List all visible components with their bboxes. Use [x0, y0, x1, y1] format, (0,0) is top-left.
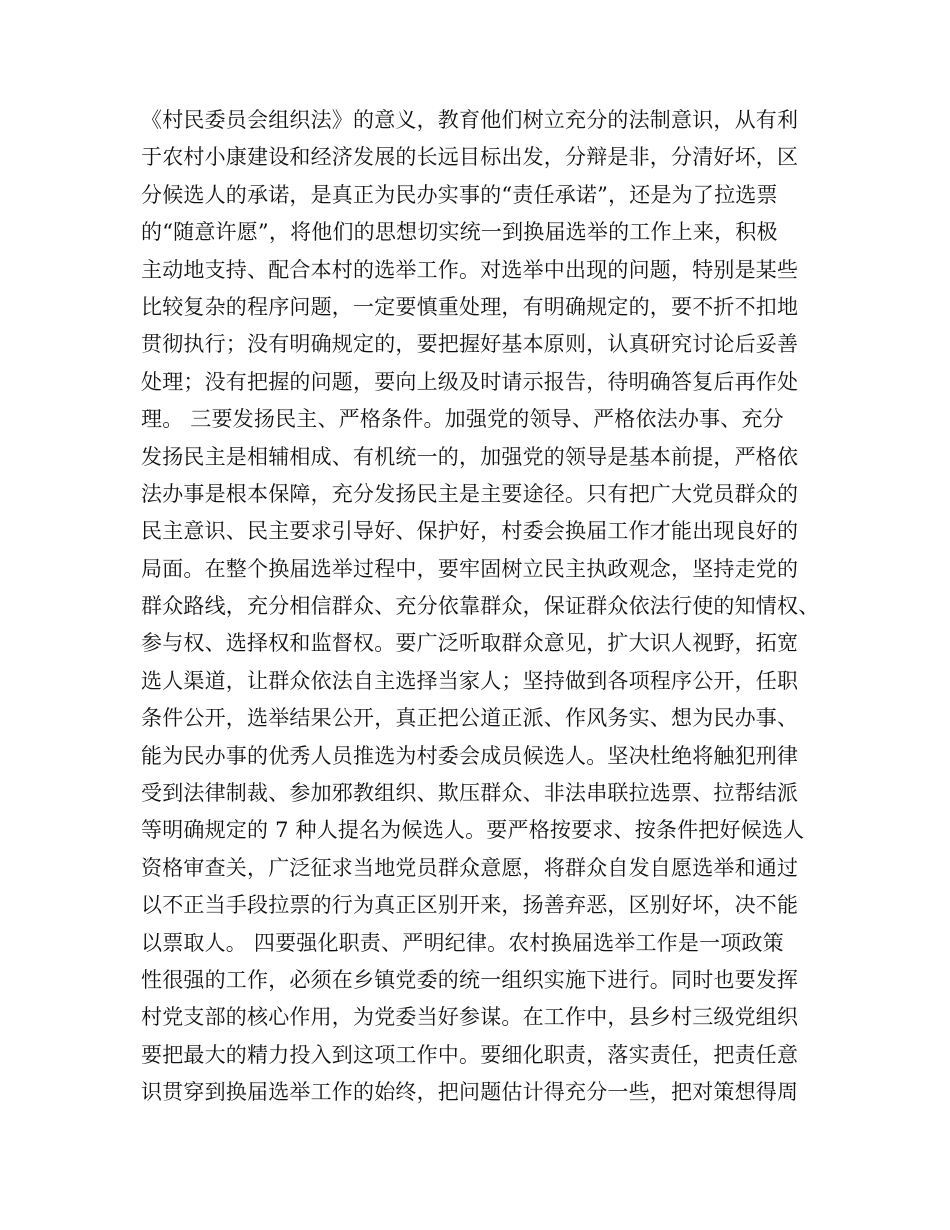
text-line: 性很强的工作，必须在乡镇党委的统一组织实施下进行。同时也要发挥: [141, 967, 799, 992]
text-line: 以不正当手段拉票的行为真正区别开来，扬善弃恶，区别好坏，决不能: [141, 893, 799, 918]
text-line: 受到法律制裁、参加邪教组织、欺压群众、非法串联拉选票、拉帮结派: [141, 781, 799, 806]
text-line: 理。 三要发扬民主、严格条件。加强党的领导、严格依法办事、充分: [141, 407, 784, 432]
text-line: 参与权、选择权和监督权。要广泛听取群众意见，扩大识人视野，拓宽: [141, 631, 799, 656]
text-line: 处理；没有把握的问题，要向上级及时请示报告，待明确答复后再作处: [141, 369, 799, 394]
text-line: 贯彻执行；没有明确规定的，要把握好基本原则，认真研究讨论后妥善: [141, 332, 799, 357]
text-line: 民主意识、民主要求引导好、保护好，村委会换届工作才能出现良好的: [141, 519, 799, 544]
text-line: 村党支部的核心作用，为党委当好参谋。在工作中，县乡村三级党组织: [141, 1005, 799, 1030]
text-line: 等明确规定的 7 种人提名为候选人。要严格按要求、按条件把好候选人: [141, 818, 805, 843]
text-line: 发扬民主是相辅相成、有机统一的，加强党的领导是基本前提，严格依: [141, 444, 799, 469]
text-line: 法办事是根本保障，充分发扬民主是主要途径。只有把广大党员群众的: [141, 481, 799, 506]
text-line: 群众路线，充分相信群众、充分依靠群众，保证群众依法行使的知情权、: [141, 594, 820, 619]
text-line: 《村民委员会组织法》的意义，教育他们树立充分的法制意识，从有利: [141, 108, 799, 132]
text-line: 以票取人。 四要强化职责、严明纪律。农村换届选举工作是一项政策: [141, 930, 784, 955]
text-line: 主动地支持、配合本村的选举工作。对选举中出现的问题，特别是某些: [141, 257, 799, 282]
text-line: 资格审查关，广泛征求当地党员群众意愿，将群众自发自愿选举和通过: [141, 855, 799, 880]
text-line: 局面。在整个换届选举过程中，要牢固树立民主执政观念，坚持走党的: [141, 556, 799, 581]
text-line: 选人渠道，让群众依法自主选择当家人；坚持做到各项程序公开，任职: [141, 668, 799, 693]
text-line: 的“随意许愿”，将他们的思想切实统一到换届选举的工作上来，积极: [141, 220, 778, 245]
body-text: [141, 102, 841, 1112]
text-line: 条件公开，选举结果公开，真正把公道正派、作风务实、想为民办事、: [141, 706, 799, 731]
text-line: 分候选人的承诺，是真正为民办实事的“责任承诺”，还是为了拉选票: [141, 182, 778, 207]
text-line: 识贯穿到换届选举工作的始终，把问题估计得充分一些，把对策想得周: [141, 1080, 799, 1105]
text-line: 比较复杂的程序问题，一定要慎重处理，有明确规定的，要不折不扣地: [141, 294, 799, 319]
text-line: 要把最大的精力投入到这项工作中。要细化职责，落实责任，把责任意: [141, 1042, 799, 1067]
text-line: 能为民办事的优秀人员推选为村委会成员候选人。坚决杜绝将触犯刑律: [141, 743, 799, 768]
text-line: 于农村小康建设和经济发展的长远目标出发，分辩是非，分清好坏，区: [141, 145, 799, 170]
